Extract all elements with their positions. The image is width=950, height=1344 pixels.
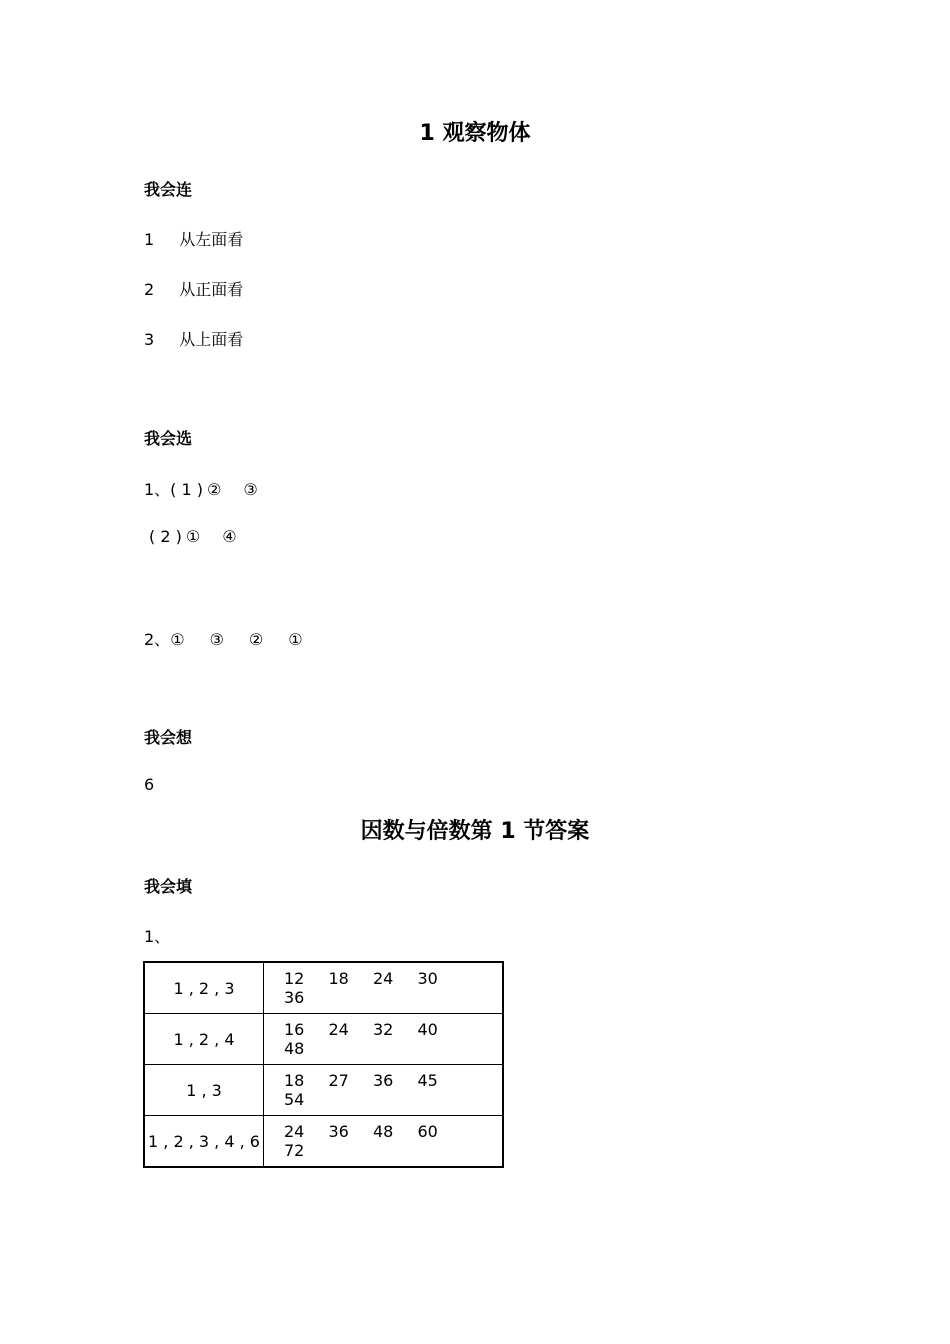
multiple-value: 18	[284, 1071, 305, 1090]
multiple-value: 16	[284, 1020, 305, 1039]
question-prefix: 1、( 1 )	[144, 480, 204, 499]
multiple-value: 40	[417, 1020, 438, 1039]
multiples-cell	[264, 1065, 503, 1116]
factors-multiples-table	[143, 961, 504, 1168]
multiple-value: 45	[417, 1071, 438, 1090]
connect-item-number: 1	[144, 230, 155, 249]
heading-connect: 我会连	[144, 180, 193, 199]
connect-item-3	[144, 327, 243, 350]
multiple-value: 24	[328, 1020, 349, 1039]
multiple-value: 36	[373, 1071, 394, 1090]
connect-item-1	[144, 227, 243, 250]
multiple-value: 24	[373, 969, 394, 988]
factors-cell: 1 , 2 , 4	[144, 1014, 264, 1065]
multiples-cell	[264, 1116, 503, 1168]
heading-choose: 我会选	[144, 429, 193, 448]
multiple-value: 60	[417, 1122, 438, 1141]
section-title-observe-objects: 1 观察物体	[419, 121, 531, 146]
multiple-value: 48	[373, 1122, 394, 1141]
multiple-value: 36	[284, 988, 305, 1007]
factors-cell: 1 , 3	[144, 1065, 264, 1116]
multiple-value: 18	[328, 969, 349, 988]
answer-symbol: ①	[185, 527, 201, 546]
answer-symbol: ③	[209, 630, 224, 649]
choose-q1-part2	[149, 527, 237, 546]
choose-q1-part1	[144, 477, 258, 500]
table-row	[144, 962, 503, 1014]
section-title-factors-multiples: 因数与倍数第 1 节答案	[360, 819, 590, 844]
answer-symbol: ③	[243, 480, 258, 499]
table-row	[144, 1014, 503, 1065]
factors-cell: 1 , 2 , 3	[144, 962, 264, 1014]
answer-symbol: ①	[288, 630, 303, 649]
multiples-cell	[264, 962, 503, 1014]
answer-symbol: ②	[248, 630, 264, 649]
multiple-value: 54	[284, 1090, 305, 1109]
connect-item-number: 3	[144, 330, 155, 349]
choose-q2	[144, 627, 303, 650]
multiple-value: 36	[328, 1122, 349, 1141]
answer-symbol: ②	[207, 480, 222, 499]
question-prefix: 2、	[144, 630, 171, 649]
answer-symbol: ④	[222, 527, 237, 546]
multiple-value: 72	[284, 1141, 305, 1160]
multiple-value: 27	[328, 1071, 349, 1090]
connect-item-number: 2	[144, 280, 155, 299]
heading-fill: 我会填	[144, 877, 193, 896]
factors-cell: 1 , 2 , 3 , 4 , 6	[144, 1116, 264, 1168]
connect-item-2	[144, 277, 243, 300]
multiple-value: 24	[284, 1122, 305, 1141]
multiple-value: 48	[284, 1039, 305, 1058]
answer-symbol: ①	[170, 630, 185, 649]
connect-item-text: 从上面看	[179, 330, 244, 349]
connect-item-text: 从左面看	[179, 230, 244, 249]
multiple-value: 32	[373, 1020, 394, 1039]
table-row	[144, 1065, 503, 1116]
question-prefix: ( 2 )	[149, 527, 182, 546]
multiples-cell	[264, 1014, 503, 1065]
think-answer: 6	[144, 775, 155, 794]
heading-think: 我会想	[144, 728, 193, 747]
fill-q1-label: 1、	[144, 927, 171, 946]
connect-item-text: 从正面看	[179, 280, 244, 299]
multiple-value: 30	[417, 969, 438, 988]
table-row	[144, 1116, 503, 1168]
multiple-value: 12	[284, 969, 305, 988]
